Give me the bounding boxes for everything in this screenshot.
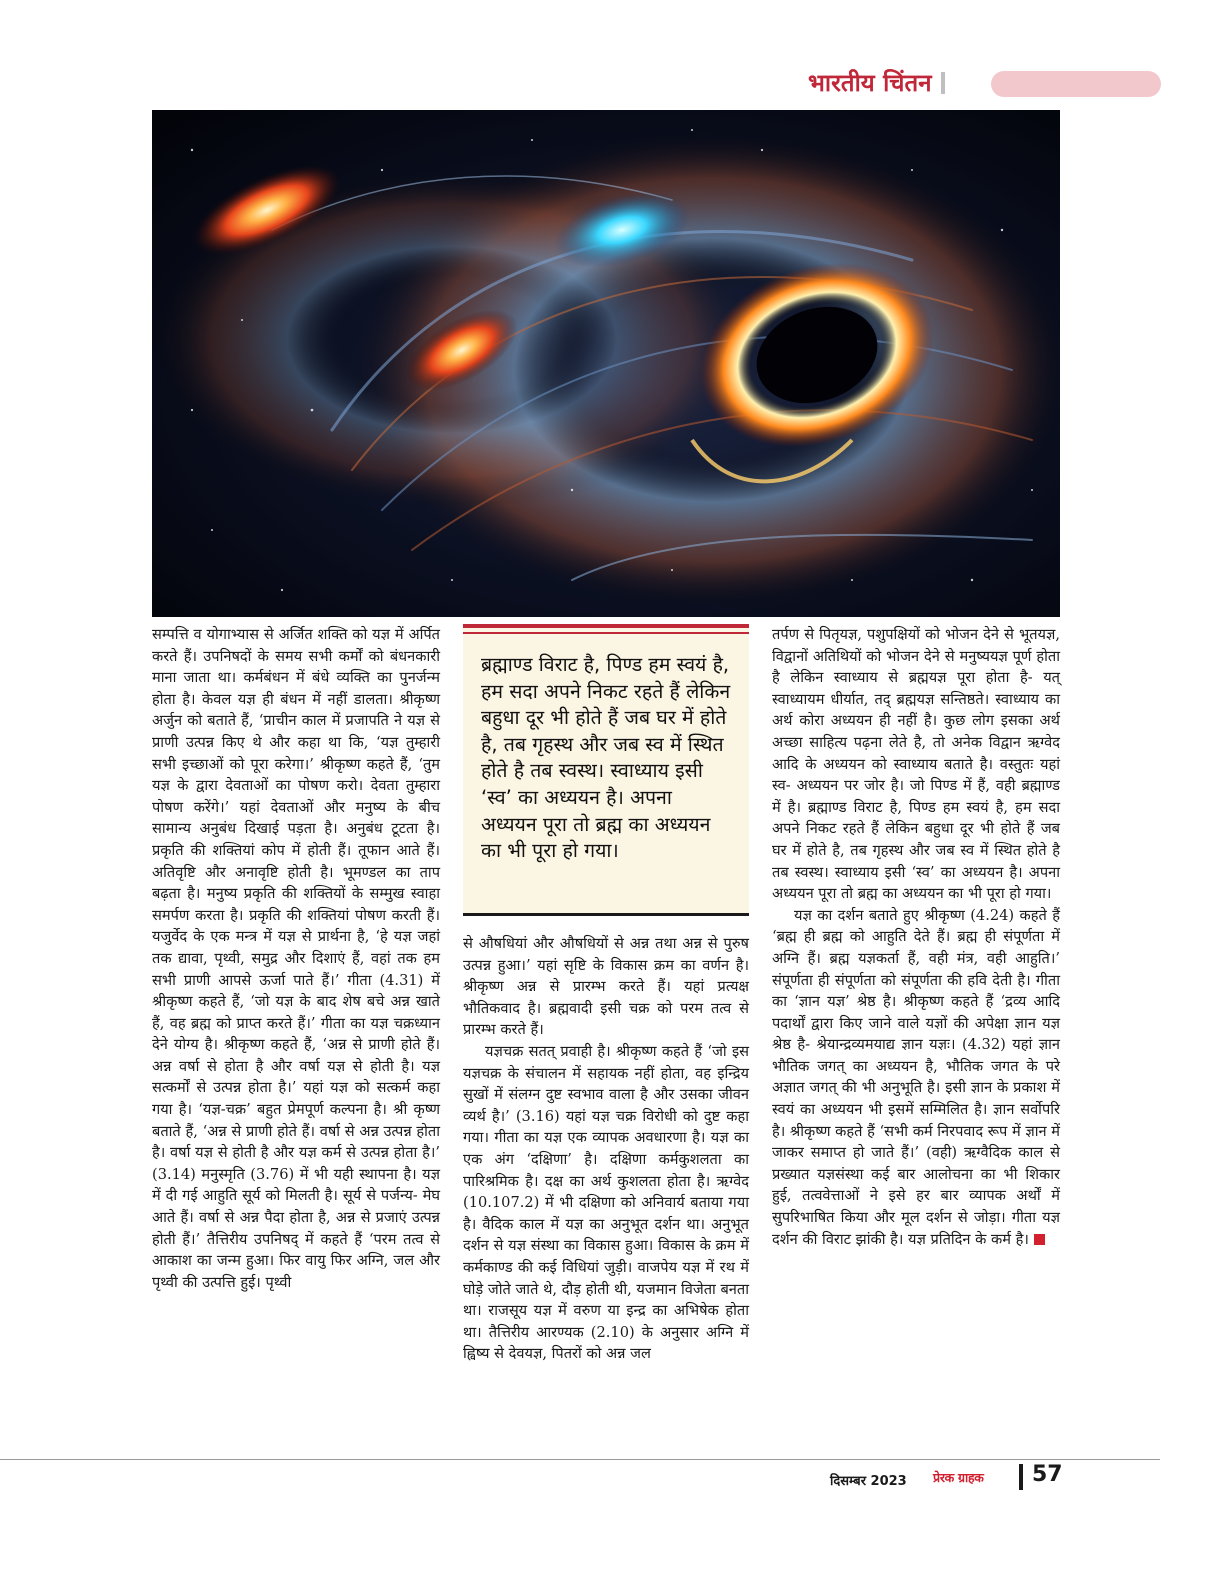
paragraph: सम्पत्ति व योगाभ्यास से अर्जित शक्ति को यज्ञ में अर्पित करते हैं। उपनिषदों के समय सभी कर्मों को बंधनकारी माना जाता था। कर्मबंधन में बंधे व्यक्ति का पुनर्जन्म होता है। केवल यज्ञ ही बंधन में नहीं डालता। श्रीकृष्ण अर्जुन को बताते हैं, ‘प्राचीन काल में प्रजापति ने यज्ञ से प्राणी उत्पन्न किए थे और कहा था कि, ‘यज्ञ तुम्हारी सभी इच्छाओं को पूरा करेगा।’ श्रीकृष्ण कहते हैं, ‘तुम यज्ञ के द्वारा देवताओं का पोषण करो। देवता तुम्हारा पोषण करेंगे।’ यहां देवताओं और मनुष्य के बीच सामान्य अनुबंध दिखाई पड़ता है। अनुबंध टूटता है। प्रकृति की शक्तियां कोप में होती हैं। तूफान आते हैं। अतिवृष्टि और अनावृष्टि होती है। भूमण्डल का ताप बढ़ता है। मनुष्य प्रकृति की शक्तियों के सम्मुख स्वाहा समर्पण करता है। प्रकृति की शक्तियां पोषण करती हैं। यजुर्वेद के एक मन्त्र में यज्ञ से प्रार्थना है, ‘हे यज्ञ जहां तक द्यावा, पृथ्वी, समुद्र और दिशाएं हैं, वहां तक हम सभी प्राणी आपसे ऊर्जा पाते हैं।’ गीता (4.31) में श्रीकृष्ण कहते हैं, ‘जो यज्ञ के बाद शेष बचे अन्न खाते हैं, वह ब्रह्म को प्राप्त करते हैं।’ गीता का यज्ञ चक्रध्यान देने योग्य है। श्रीकृष्ण कहते हैं, ‘अन्न से प्राणी होते हैं। अन्न वर्षा से होता है और वर्षा यज्ञ से होती है। यज्ञ सत्कर्मों से उत्पन्न होता है।’ यहां यज्ञ को सत्कर्म कहा गया है। ‘यज्ञ-चक्र’ बहुत प्रेमपूर्ण कल्पना है। श्री कृष्ण बताते हैं, ‘अन्न से प्राणी होते हैं। वर्षा से अन्न उत्पन्न होता है। वर्षा यज्ञ से होती है और यज्ञ कर्म से उत्पन्न होता है।’ (3.14) मनुस्मृति (3.76) में भी यही स्थापना है। यज्ञ में दी गई आहुति सूर्य को मिलती है। सूर्य से पर्जन्य- मेघ आते हैं। वर्षा से अन्न पैदा होता है, अन्न से प्रजाएं उत्पन्न होती हैं।’ तैत्तिरीय उपनिषद् में कहते हैं ‘परम तत्व से आकाश का जन्म हुआ। फिर वायु फिर अग्नि, जल और पृथ्वी की उत्पत्ति हुई। पृथ्वी	[152, 626, 440, 1291]
article-column-1	[152, 624, 440, 1293]
magazine-name: प्रेरक ग्राहक	[933, 1470, 984, 1485]
black-hole-galaxy-illustration	[152, 110, 1060, 617]
paragraph: तर्पण से पितृयज्ञ, पशुपक्षियों को भोजन देने से भूतयज्ञ, विद्वानों अतिथियों को भोजन देने से मनुष्ययज्ञ पूर्ण होता है लेकिन स्वाध्याय से ब्रह्मयज्ञ पूरा होता है- यत् स्वाध्यायम धीर्यात, तद् ब्रह्मयज्ञ सन्तिष्ठते। स्वाध्याय का अर्थ कोरा अध्ययन ही नहीं है। कुछ लोग इसका अर्थ अच्छा साहित्य पढ़ना लेते है, तो अनेक विद्वान ऋग्वेद आदि के अध्ययन को स्वाध्याय बताते है। वस्तुतः यहां स्व- अध्ययन पर जोर है। जो पिण्ड में हैं, वही ब्रह्माण्ड में है। ब्रह्माण्ड विराट है, पिण्ड हम स्वयं है, हम सदा अपने निकट रहते हैं लेकिन बहुधा दूर भी होते हैं जब घर में होते है, तब गृहस्थ और जब स्व में स्थित होते है तब स्वस्थ। स्वाध्याय इसी ‘स्व’ का अध्ययन है। अपना अध्ययन पूरा तो ब्रह्म का अध्ययन का भी पूरा हो गया।	[772, 626, 1060, 903]
paragraph: यज्ञचक्र सतत् प्रवाही है। श्रीकृष्ण कहते हैं ‘जो इस यज्ञचक्र के संचालन में सहायक नहीं होता, वह इन्द्रिय सुखों में संलग्न दुष्ट स्वभाव वाला है और उसका जीवन व्यर्थ है।’ (3.16) यहां यज्ञ चक्र विरोधी को दुष्ट कहा गया। गीता का यज्ञ एक व्यापक अवधारणा है। यज्ञ का एक अंग ‘दक्षिणा’ है। दक्षिणा कर्मकुशलता का पारिश्रमिक है। दक्ष का अर्थ कुशलता होता है। ऋग्वेद (10.107.2) में भी दक्षिणा को अनिवार्य बताया गया है। वैदिक काल में यज्ञ का अनुभूत दर्शन था। अनुभूत दर्शन से यज्ञ संस्था का विकास हुआ। विकास के क्रम में कर्मकाण्ड की कई विधियां जुड़ी। वाजपेय यज्ञ में रथ में घोड़े जोते जाते थे, दौड़ होती थी, यजमान विजेता बनता था। राजसूय यज्ञ में वरुण या इन्द्र का अभिषेक होता था। तैत्तिरीय आरण्यक (2.10) के अनुसार अग्नि में ह्विष्य से देवयज्ञ, पितरों को अन्न जल	[463, 1042, 749, 1363]
footer-divider	[0, 1459, 1160, 1460]
pull-quote-box	[463, 624, 749, 916]
end-of-article-icon	[1034, 1234, 1045, 1245]
section-title: भारतीय चिंतन	[808, 69, 932, 97]
article-column-2	[463, 933, 749, 1365]
article-column-3	[772, 624, 1060, 1250]
issue-date: दिसम्बर 2023	[830, 1474, 907, 1489]
pull-quote-text: ब्रह्माण्ड विराट है, पिण्ड हम स्वयं है, हम सदा अपने निकट रहते हैं लेकिन बहुधा दूर भी होते हैं जब घर में होते है, तब गृहस्थ और जब स्व में स्थित होते है तब स्वस्थ। स्वाध्याय इसी ‘स्व’ का अध्ययन है। अपना अध्ययन पूरा तो ब्रह्म का अध्ययन का भी पूरा हो गया।	[481, 653, 731, 863]
paragraph: से औषधियां और औषधियों से अन्न तथा अन्न से पुरुष उत्पन्न हुआ।’ यहां सृष्टि के विकास क्रम का वर्णन है। श्रीकृष्ण अन्न से प्रारम्भ करते हैं। यहां प्रत्यक्ष भौतिकवाद है। ब्रह्मवादी इसी चक्र को परम तत्व से प्रारम्भ करते हैं।	[463, 935, 749, 1039]
section-title-divider	[941, 72, 945, 94]
hero-image	[152, 110, 1060, 617]
paragraph-final-text: यज्ञ का दर्शन बताते हुए श्रीकृष्ण (4.24) कहते हैं ‘ब्रह्म ही ब्रह्म को आहुति देते हैं। ब्रह्म ही संपूर्णता में अग्नि हैं। ब्रह्म यज्ञकर्ता हैं, वही मंत्र, वही आहुति।’ संपूर्णता ही संपूर्णता को संपूर्णता की हवि देती है। गीता का ‘ज्ञान यज्ञ’ श्रेष्ठ है। श्रीकृष्ण कहते हैं ‘द्रव्य आदि पदार्थों द्वारा किए जाने वाले यज्ञों की अपेक्षा ज्ञान यज्ञ श्रेष्ठ है- श्रेयान्द्रव्यमयाद्य ज्ञान यज्ञः। (4.32) यहां ज्ञान भौतिक जगत् का अध्ययन है, भौतिक जगत के परे अज्ञात जगत् की भी अनुभूति है। इसी ज्ञान के प्रकाश में स्वयं का अध्ययन भी इसमें सम्मिलित है। ज्ञान सर्वोपरि है। श्रीकृष्ण कहते हैं ‘सभी कर्म निरपवाद रूप में ज्ञान में जाकर समाप्त हो जाते हैं।’ (वही) ऋग्वैदिक काल से प्रख्यात यज्ञसंस्था कई बार आलोचना का भी शिकार हुई, तत्ववेत्ताओं ने इसे हर बार व्यापक अर्थों में सुपरिभाषित किया और मूल दर्शन से जोड़ा। गीता यज्ञ दर्शन की विराट झांकी है। यज्ञ प्रतिदिन के कर्म है।	[772, 906, 1060, 1248]
section-tab-pill	[991, 71, 1161, 97]
page-number: 57	[1032, 1462, 1063, 1487]
footer-separator	[1019, 1464, 1023, 1490]
paragraph-final	[772, 905, 1060, 1251]
